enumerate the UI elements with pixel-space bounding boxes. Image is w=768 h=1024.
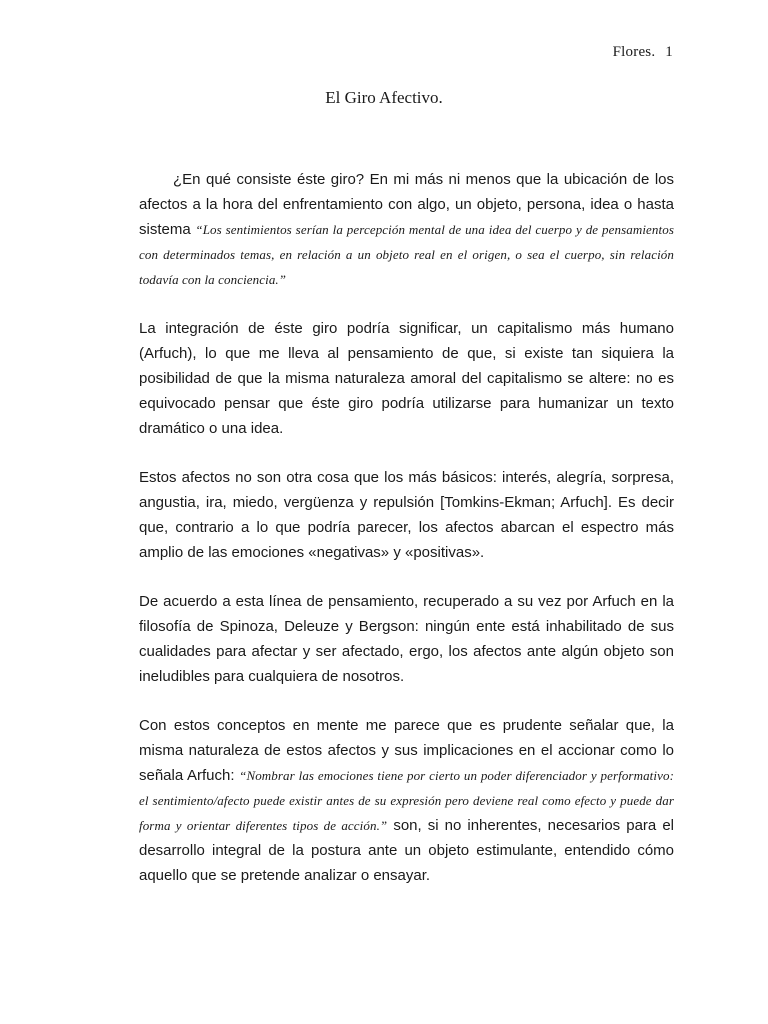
- paragraph-2: La integración de éste giro podría significar, un capitalismo más humano (Arfuch), lo que me lleva al pensamiento de que, si existe tan siquiera la posibilidad de que la misma naturaleza amoral del capitalismo se altere: no es equivocado pensar que éste giro podría utilizarse para humanizar un texto dramático o una idea.: [139, 320, 674, 437]
- page-header: [613, 44, 673, 61]
- paragraph-5-text-before: Con estos conceptos en mente me parece que es prudente señalar que, la misma naturaleza de estos afectos y sus implicaciones en el accionar como lo señala Arfuch:: [139, 717, 674, 784]
- paragraph-4: De acuerdo a esta línea de pensamiento, recuperado a su vez por Arfuch en la filosofía de Spinoza, Deleuze y Bergson: ningún ente está inhabilitado de sus cualidades para afectar y ser afectado, ergo, los afectos ante algún objeto son ineludibles para cualquiera de nosotros.: [139, 593, 674, 685]
- paragraph-1-quote: “Los sentimientos serían la percepción mental de una idea del cuerpo y de pensamientos con determinados temas, en relación a un objeto real en el origen, o sea el cuerpo, sin relación todavía con la conciencia.”: [139, 222, 674, 287]
- document-body: [139, 167, 674, 912]
- paragraph-5: [139, 713, 674, 888]
- header-author: Flores.: [612, 44, 656, 60]
- paragraph-5-quote: “Nombrar las emociones tiene por cierto un poder diferenciador y performativo: el sentimiento/afecto puede existir antes de su expresión pero deviene real como efecto y puede dar forma y orientar diferentes tipos de acción.”: [139, 768, 674, 833]
- paragraph-5-text-after: son, si no inherentes, necesarios para el desarrollo integral de la postura ante un objeto estimulante, entendido cómo aquello que se pretende analizar o ensayar.: [139, 817, 674, 884]
- document-title: El Giro Afectivo.: [325, 88, 443, 107]
- page-number: 1: [665, 44, 673, 60]
- paragraph-3: Estos afectos no son otra cosa que los más básicos: interés, alegría, sorpresa, angustia, ira, miedo, vergüenza y repulsión [Tomkins-Ekman; Arfuch]. Es decir que, contrario a lo que podría parecer, los afectos abarcan el espectro más amplio de las emociones «negativas» y «positivas».: [139, 469, 674, 561]
- paragraph-1: [139, 167, 674, 292]
- paragraph-1-text: ¿En qué consiste éste giro? En mi más ni menos que la ubicación de los afectos a la hora del enfrentamiento con algo, un objeto, persona, idea o hasta sistema: [139, 171, 674, 238]
